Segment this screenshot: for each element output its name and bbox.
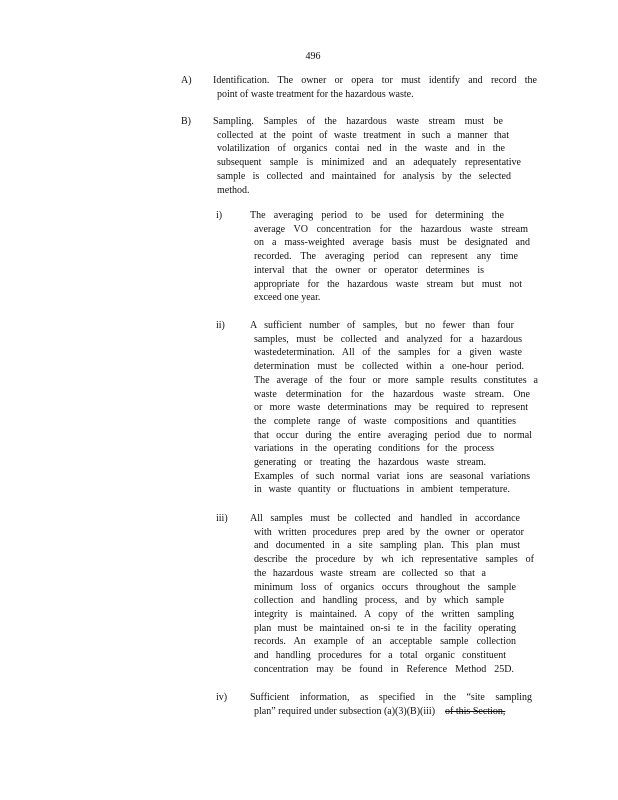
text-line: interval that the owner or operator determines is	[254, 264, 484, 276]
text-line: waste determination for the hazardous waste stream. One	[254, 388, 530, 400]
text-line: subsequent sample is minimized and an adequately representative	[217, 157, 521, 169]
text-line: integrity is maintained. A copy of the written sampling	[254, 608, 514, 620]
text-line: describe the procedure by wh ich representative samples of	[254, 554, 534, 566]
text-line: with written procedures prep ared by the owner or operator	[254, 526, 524, 538]
text-line: volatilization of organics contai ned in the waste and in the	[217, 143, 505, 155]
text-line: and handling procedures for a total organic constituent	[254, 650, 506, 662]
section-a-text	[213, 74, 537, 101]
text-line: determination must be collected within a one-hour period.	[254, 361, 524, 373]
text-line: in waste quantity or fluctuations in ambient temperature.	[254, 484, 510, 496]
section-a-label: A)	[181, 75, 192, 86]
text-line: wastedetermination. All of the samples for a given waste	[254, 347, 522, 359]
text-line: collection and handling process, and by which sample	[254, 595, 504, 607]
text-line	[250, 705, 534, 719]
page-number: 496	[305, 51, 321, 62]
item-iv-label: iv)	[216, 692, 228, 703]
text-line: Sampling. Samples of the hazardous waste stream must be	[213, 116, 503, 127]
text-line: variations in the operating conditions for the process	[254, 443, 494, 455]
text-line: The averaging period to be used for determining the	[250, 210, 504, 221]
text-line: the complete range of waste compositions and quantities	[254, 415, 516, 427]
text-line: the hazardous waste stream are collected so that a	[254, 567, 486, 579]
text-line: method.	[217, 184, 250, 196]
struck-text: of this Section,	[445, 705, 506, 717]
text-line: on a mass-weighted average basis must be designated and	[254, 237, 530, 249]
item-iv-text	[250, 691, 534, 718]
text-line: The average of the four or more sample results constitutes a	[254, 374, 538, 386]
text-line: recorded. The averaging period can represent any time	[254, 251, 518, 263]
text-line: concentration may be found in Reference Method 25D.	[254, 663, 514, 675]
item-iii-label: iii)	[216, 513, 228, 524]
text-line: appropriate for the hazardous waste stream but must not	[254, 278, 522, 290]
text-line: exceed one year.	[254, 292, 321, 304]
text-line: or more waste determinations may be required to represent	[254, 402, 528, 414]
text-line: sample is collected and maintained for analysis by the selected	[217, 170, 511, 182]
text-line: samples, must be collected and analyzed for a hazardous	[254, 333, 522, 345]
text-line: collected at the point of waste treatment in such a manner that	[217, 129, 509, 141]
text-line: average VO concentration for the hazardous waste stream	[254, 223, 528, 235]
text-line: and documented in a site sampling plan. This plan must	[254, 540, 520, 552]
text-line: All samples must be collected and handled in accordance	[250, 513, 520, 524]
text-line: generating or treating the hazardous waste stream.	[254, 457, 486, 469]
section-b-label: B)	[181, 116, 191, 127]
item-iii-text	[250, 512, 534, 676]
text-line: minimum loss of organics occurs throughout the sample	[254, 581, 516, 593]
text-line: point of waste treatment for the hazardous waste.	[217, 88, 414, 100]
text-line: Examples of such normal variat ions are seasonal variations	[254, 470, 530, 482]
item-ii-text	[250, 319, 538, 497]
item-i-label: i)	[216, 210, 223, 221]
text-line: Sufficient information, as specified in the “site sampling	[250, 692, 532, 703]
item-ii-label: ii)	[216, 320, 225, 331]
text-line: records. An example of an acceptable sample collection	[254, 636, 516, 648]
text-line: plan must be maintained on-si te in the facility operating	[254, 622, 516, 634]
text-segment: plan” required under subsection (a)(3)(B)(iii)	[254, 705, 436, 717]
text-line: Identification. The owner or opera tor must identify and record the	[213, 75, 537, 86]
section-b-text	[213, 115, 521, 197]
text-line: that occur during the entire averaging period due to normal	[254, 429, 532, 441]
item-i-text	[250, 209, 530, 305]
text-line: A sufficient number of samples, but no fewer than four	[250, 320, 514, 331]
